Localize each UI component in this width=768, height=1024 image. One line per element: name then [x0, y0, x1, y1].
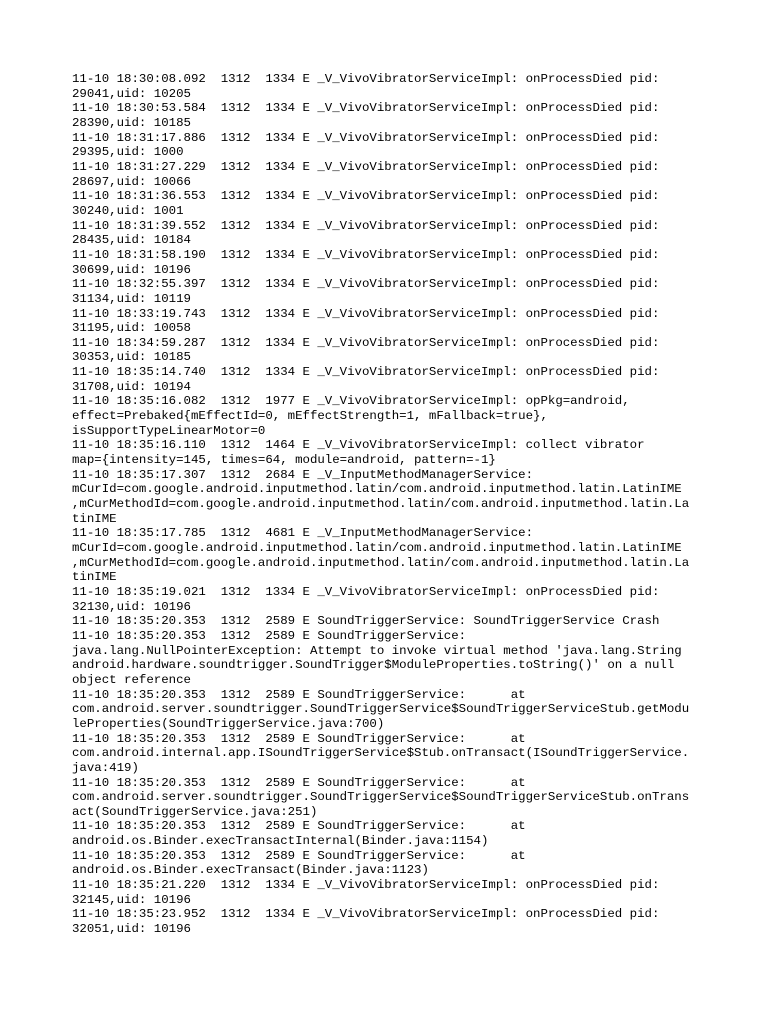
log-line: 30699,uid: 10196 [72, 262, 191, 277]
log-line: 11-10 18:35:20.353 1312 2589 E SoundTriggerService: at [72, 775, 526, 790]
log-line: 32145,uid: 10196 [72, 892, 191, 907]
log-line: map={intensity=145, times=64, module=android, pattern=-1} [72, 453, 496, 468]
log-line: java:419) [72, 760, 139, 775]
log-line: 31708,uid: 10194 [72, 379, 191, 394]
log-line: 11-10 18:32:55.397 1312 1334 E _V_VivoVibratorServiceImpl: onProcessDied pid: [72, 277, 660, 292]
log-entry [72, 101, 702, 130]
log-line: com.android.server.soundtrigger.SoundTriggerService$SoundTriggerServiceStub.onTrans [72, 790, 690, 805]
log-line: 28435,uid: 10184 [72, 233, 191, 248]
log-line: 11-10 18:34:59.287 1312 1334 E _V_VivoVibratorServiceImpl: onProcessDied pid: [72, 335, 660, 350]
log-entry [72, 160, 702, 189]
log-line: 30240,uid: 1001 [72, 203, 184, 218]
log-entry [72, 336, 702, 365]
log-entry [72, 732, 702, 776]
log-line: 11-10 18:35:14.740 1312 1334 E _V_VivoVibratorServiceImpl: onProcessDied pid: [72, 365, 660, 380]
log-line: 11-10 18:31:17.886 1312 1334 E _V_VivoVibratorServiceImpl: onProcessDied pid: [72, 130, 660, 145]
log-entry [72, 585, 702, 614]
log-line: 11-10 18:31:39.552 1312 1334 E _V_VivoVibratorServiceImpl: onProcessDied pid: [72, 218, 660, 233]
log-line: com.android.internal.app.ISoundTriggerService$Stub.onTransact(ISoundTriggerService. [72, 746, 690, 761]
log-line: 11-10 18:33:19.743 1312 1334 E _V_VivoVibratorServiceImpl: onProcessDied pid: [72, 306, 660, 321]
log-line: tinIME [72, 511, 117, 526]
log-line: 31134,uid: 10119 [72, 291, 191, 306]
log-entry [72, 849, 702, 878]
log-entry [72, 277, 702, 306]
log-entry [72, 526, 702, 585]
log-entry [72, 688, 702, 732]
log-line: ,mCurMethodId=com.google.android.inputmethod.latin/com.android.inputmethod.latin.La [72, 497, 690, 512]
log-line: 32051,uid: 10196 [72, 922, 191, 937]
log-line: 11-10 18:30:08.092 1312 1334 E _V_VivoVibratorServiceImpl: onProcessDied pid: [72, 72, 660, 86]
log-entry [72, 131, 702, 160]
log-line: act(SoundTriggerService.java:251) [72, 804, 318, 819]
log-line: 11-10 18:35:23.952 1312 1334 E _V_VivoVibratorServiceImpl: onProcessDied pid: [72, 907, 660, 922]
log-line: tinIME [72, 570, 117, 585]
log-line: 11-10 18:31:36.553 1312 1334 E _V_VivoVibratorServiceImpl: onProcessDied pid: [72, 189, 660, 204]
log-entry [72, 365, 702, 394]
log-line: 11-10 18:35:20.353 1312 2589 E SoundTriggerService: SoundTriggerService Crash [72, 614, 660, 629]
log-line: com.android.server.soundtrigger.SoundTriggerService$SoundTriggerServiceStub.getModu [72, 702, 690, 717]
log-line: android.os.Binder.execTransact(Binder.java:1123) [72, 863, 429, 878]
log-entry [72, 878, 702, 907]
log-line: android.hardware.soundtrigger.SoundTrigger$ModuleProperties.toString()' on a null [72, 658, 675, 673]
log-line: 11-10 18:35:17.785 1312 4681 E _V_InputMethodManagerService: [72, 526, 534, 541]
log-line: android.os.Binder.execTransactInternal(Binder.java:1154) [72, 834, 489, 849]
log-entry [72, 629, 702, 688]
log-entry [72, 438, 702, 467]
log-line: leProperties(SoundTriggerService.java:700) [72, 716, 385, 731]
log-line: 29395,uid: 1000 [72, 145, 184, 160]
log-line: 11-10 18:35:16.110 1312 1464 E _V_VivoVibratorServiceImpl: collect vibrator [72, 438, 645, 453]
log-entry [72, 468, 702, 527]
log-line: ,mCurMethodId=com.google.android.inputmethod.latin/com.android.inputmethod.latin.La [72, 555, 690, 570]
log-entry [72, 394, 702, 438]
log-line: isSupportTypeLinearMotor=0 [72, 423, 266, 438]
log-line: 30353,uid: 10185 [72, 350, 191, 365]
log-line: 11-10 18:35:20.353 1312 2589 E SoundTriggerService: at [72, 687, 526, 702]
log-line: 29041,uid: 10205 [72, 86, 191, 101]
log-entry [72, 907, 702, 936]
log-line: 11-10 18:35:20.353 1312 2589 E SoundTriggerService: at [72, 848, 526, 863]
log-line: 11-10 18:35:20.353 1312 2589 E SoundTriggerService: at [72, 731, 526, 746]
log-entries [72, 72, 702, 937]
log-line: 11-10 18:35:20.353 1312 2589 E SoundTriggerService: at [72, 819, 526, 834]
log-line: 11-10 18:35:21.220 1312 1334 E _V_VivoVibratorServiceImpl: onProcessDied pid: [72, 878, 660, 893]
log-entry [72, 248, 702, 277]
log-line: 11-10 18:35:16.082 1312 1977 E _V_VivoVibratorServiceImpl: opPkg=android, [72, 394, 630, 409]
log-line: 11-10 18:31:58.190 1312 1334 E _V_VivoVibratorServiceImpl: onProcessDied pid: [72, 247, 660, 262]
log-line: object reference [72, 672, 191, 687]
log-line: java.lang.NullPointerException: Attempt to invoke virtual method 'java.lang.String [72, 643, 682, 658]
log-entry [72, 72, 702, 101]
log-line: 32130,uid: 10196 [72, 599, 191, 614]
log-entry [72, 307, 702, 336]
log-document [72, 72, 702, 937]
log-line: 11-10 18:35:19.021 1312 1334 E _V_VivoVibratorServiceImpl: onProcessDied pid: [72, 584, 660, 599]
log-line: 31195,uid: 10058 [72, 321, 191, 336]
log-entry [72, 189, 702, 218]
log-line: effect=Prebaked{mEffectId=0, mEffectStrength=1, mFallback=true}, [72, 409, 548, 424]
log-entry [72, 776, 702, 820]
log-line: 11-10 18:30:53.584 1312 1334 E _V_VivoVibratorServiceImpl: onProcessDied pid: [72, 101, 660, 116]
log-line: mCurId=com.google.android.inputmethod.latin/com.android.inputmethod.latin.LatinIME [72, 541, 682, 555]
log-line: 11-10 18:35:20.353 1312 2589 E SoundTriggerService: [72, 628, 467, 643]
log-line: 28390,uid: 10185 [72, 115, 191, 130]
log-line: 11-10 18:35:17.307 1312 2684 E _V_InputMethodManagerService: [72, 467, 534, 482]
log-line: 28697,uid: 10066 [72, 174, 191, 189]
log-entry [72, 614, 702, 629]
log-entry [72, 219, 702, 248]
log-line: mCurId=com.google.android.inputmethod.latin/com.android.inputmethod.latin.LatinIME [72, 482, 682, 497]
log-entry [72, 819, 702, 848]
log-line: 11-10 18:31:27.229 1312 1334 E _V_VivoVibratorServiceImpl: onProcessDied pid: [72, 159, 660, 174]
